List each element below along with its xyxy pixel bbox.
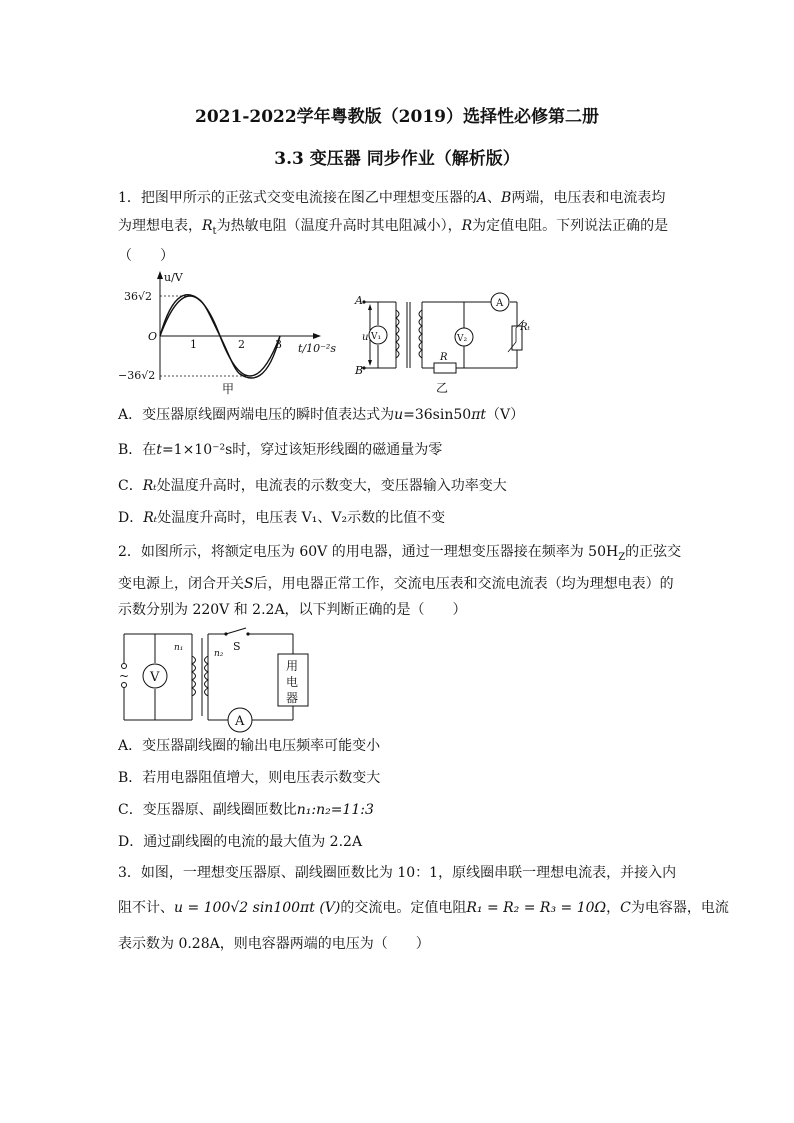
svg-text:u: u xyxy=(362,332,369,343)
y-max-label: 36√2 xyxy=(124,290,153,303)
q1-figure-sine-wave xyxy=(118,270,348,395)
svg-text:~: ~ xyxy=(119,669,130,683)
svg-text:S: S xyxy=(233,640,241,653)
q3-stem-line3: 表示数为 0.28A，则电容器两端的电压为（ ） xyxy=(118,936,430,952)
svg-text:用: 用 xyxy=(286,659,299,673)
q1-option-d: D．Rₜ处温度升高时，电压表 V₁、V₂示数的比值不变 xyxy=(118,510,446,526)
q2-option-b: B．若用电器阻值增大，则电压表示数变大 xyxy=(118,770,381,786)
svg-text:n₂: n₂ xyxy=(214,649,224,659)
origin-label: O xyxy=(148,330,158,343)
svg-text:R: R xyxy=(440,352,448,363)
svg-text:V₁: V₁ xyxy=(371,332,382,342)
q2-figure-circuit xyxy=(118,628,318,728)
q2-stem-line1: 2．如图所示，将额定电压为 60V 的用电器，通过一理想变压器接在频率为 $50H_Z$的正弦交 xyxy=(118,544,682,563)
svg-text:A: A xyxy=(235,714,245,729)
resistor-r xyxy=(434,363,456,373)
q1-stem-line2: 为理想电表，$R_t$为热敏电阻（温度升高时其电阻减小），R为定值电阻。下列说法正确的是 xyxy=(118,218,669,237)
document-title: 2021-2022学年粤教版（2019）选择性必修第二册 xyxy=(195,107,599,127)
svg-text:器: 器 xyxy=(286,691,299,705)
x-axis-label: t/10⁻²s xyxy=(298,342,336,355)
figure-caption-jia: 甲 xyxy=(222,382,235,396)
y-min-label: −36√2 xyxy=(118,369,156,382)
x-tick-2: 2 xyxy=(238,338,245,351)
q2-stem-line3: 示数分别为 220V 和 2.2A，以下判断正确的是（ ） xyxy=(118,602,467,618)
q1-figure-transformer-circuit xyxy=(352,290,532,395)
q1-answer-bracket: （ ） xyxy=(118,248,174,264)
svg-text:Rₜ: Rₜ xyxy=(520,322,530,333)
q1-option-b: B．在t=1×10⁻²s时，穿过该矩形线圈的磁通量为零 xyxy=(118,442,443,458)
svg-text:n₁: n₁ xyxy=(174,643,184,653)
q3-stem-line2: 阻不计、u = 100√2 sin100πt (V)的交流电。定值电阻R₁ = R₂ = R₃ = 10Ω，C为电容器，电流 xyxy=(118,900,729,916)
svg-text:电: 电 xyxy=(286,675,299,689)
document-subtitle: 3.3 变压器 同步作业（解析版） xyxy=(274,149,520,169)
svg-text:V: V xyxy=(150,670,160,685)
q2-option-c: C．变压器原、副线圈匝数比n₁:n₂=11:3 xyxy=(118,802,374,818)
q3-stem-line1: 3．如图，一理想变压器原、副线圈匝数比为 10：1，原线圈串联一理想电流表，并接入内 xyxy=(118,865,677,881)
q1-stem-line1: 1．把图甲所示的正弦式交变电流接在图乙中理想变压器的A、B两端，电压表和电流表均 xyxy=(118,190,666,206)
q2-option-a: A．变压器副线圈的输出电压频率可能变小 xyxy=(118,738,381,754)
svg-text:A: A xyxy=(496,298,504,309)
y-axis-label: u/V xyxy=(164,271,183,284)
q2-option-d: D．通过副线圈的电流的最大值为 2.2A xyxy=(118,834,363,850)
figure-caption-yi: 乙 xyxy=(436,381,449,395)
svg-text:V₂: V₂ xyxy=(457,334,468,344)
q1-option-a: A．变压器原线圈两端电压的瞬时值表达式为u=36sin50πt（V） xyxy=(118,407,525,423)
q2-stem-line2: 变电源上，闭合开关S后，用电器正常工作，交流电压表和交流电流表（均为理想电表）的 xyxy=(118,576,674,592)
svg-text:B: B xyxy=(355,364,364,377)
svg-text:A: A xyxy=(355,294,363,307)
x-tick-1: 1 xyxy=(190,338,197,351)
q1-option-c: C．Rₜ处温度升高时，电流表的示数变大，变压器输入功率变大 xyxy=(118,478,507,494)
x-tick-3: 3 xyxy=(275,338,282,351)
